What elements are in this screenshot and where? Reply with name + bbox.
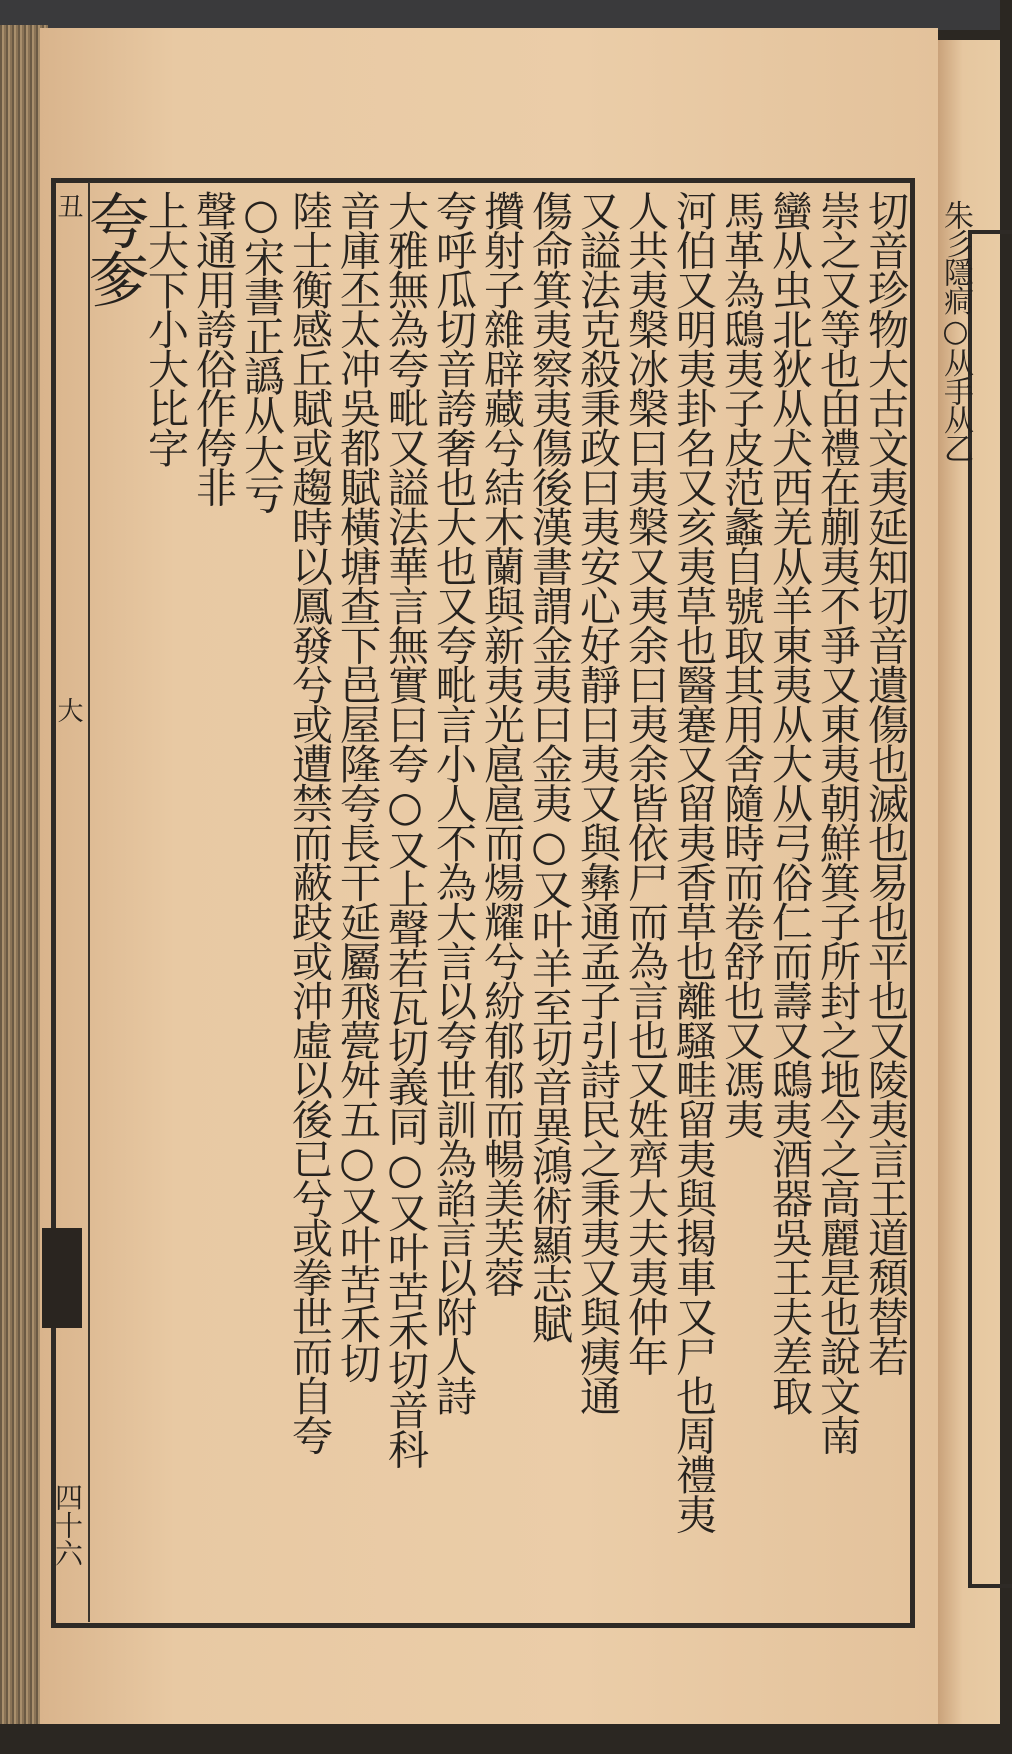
margin-middle-label: 大 (53, 697, 83, 723)
margin-rule (88, 182, 90, 1622)
text-column-1: 切音珍物大古文夷延知切音遺傷也滅也易也平也又陵夷言王道頹替若 (861, 190, 909, 1375)
text-column-11: 大雅無為夸毗又謚法華言無實曰夸○又上聲若瓦切義同○又叶苦禾切音科 (381, 190, 429, 1468)
ink-mark (42, 1228, 82, 1328)
text-column-16: 上大下小大比字 (141, 190, 189, 467)
text-column-12: 音庫丕太冲吳都賦橫塘查下邑屋隆夸長干延屬飛甍舛五○又叶苦禾切 (333, 190, 381, 1382)
text-column-4: 馬革為鴟夷子皮范蠡自號取其用舍隨時而卷舒也又馮夷 (717, 190, 765, 1138)
text-column-3: 蠻从虫北狄从犬西羌从羊東夷从大从弓俗仁而壽又鴟夷酒器吳王夫差取 (765, 190, 813, 1415)
headword-kua: 夸 (79, 190, 149, 249)
text-column-14: ○宋書正譌从大亏 (237, 190, 285, 513)
text-column-7: 又謚法克殺秉政曰夷安心好靜曰夷又與彝通孟子引詩民之秉夷又與痍通 (573, 190, 621, 1415)
head-character-column (79, 190, 149, 1615)
margin-top-label: 丑 (53, 193, 83, 219)
text-column-2: 崇之又等也甶禮在蒯夷不爭又東夷朝鮮箕子所封之地今之高麗是也說文南 (813, 190, 861, 1454)
text-column-10: 夸呼瓜切音誇奢也大也又夸毗言小人不為大言以夸世訓為諂言以附人詩 (429, 190, 477, 1415)
text-column-9: 攢射子雜辟藏兮結木蘭與新夷光扈扈而煬耀兮紛郁郁而暢美芙蓉 (477, 190, 525, 1296)
facing-page-column-1: 朱彡隱痌○从手从乙 (938, 200, 973, 462)
page-number: 四十六 (51, 1483, 84, 1567)
text-column-8: 傷命箕夷察夷傷後漢書謂金夷曰金夷○又叶羊至切音異鴻術顯志賦 (525, 190, 573, 1343)
text-column-6: 人共夷槃冰槃曰夷槃又夷余曰夷余皆依尸而為言也又姓齊大夫夷仲年 (621, 190, 669, 1375)
scanner-background-bottom (0, 1724, 1000, 1754)
text-column-13: 陸士衡感丘賦或趨時以鳳發兮或遭禁而蔽跂或沖虛以後已兮或拳世而自夸 (285, 190, 333, 1454)
text-column-5: 河伯又明夷卦名又亥夷草也醫蹇又留夷香草也離騷畦留夷與揭車又尸也周禮夷 (669, 190, 717, 1533)
scanner-background-top (0, 0, 1000, 30)
text-column-15: 聲通用誇俗作侉非 (189, 190, 237, 506)
headword-extra: 奓 (79, 248, 149, 307)
